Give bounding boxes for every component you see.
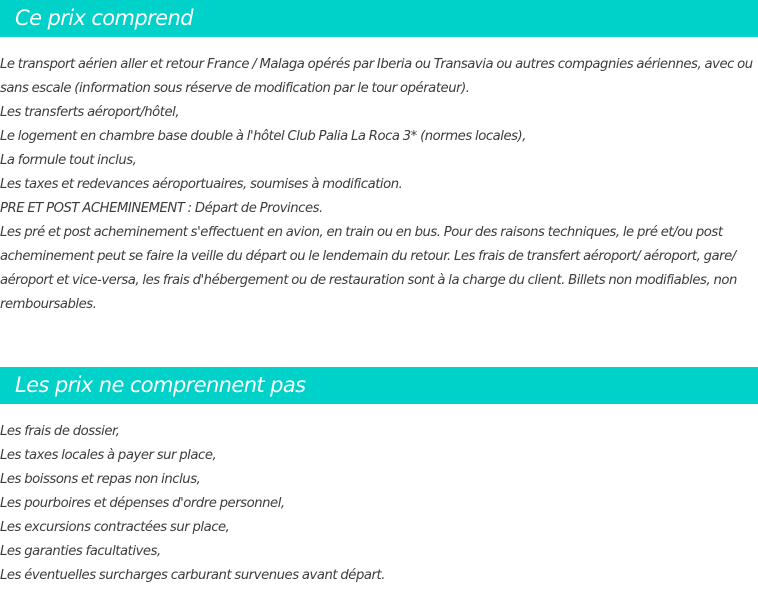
- included-section-header: [0, 0, 758, 37]
- excluded-item-booking-fees: Les frais de dossier,: [0, 424, 120, 439]
- included-item-pre-post-heading: PRE ET POST ACHEMINEMENT : Départ de Provinces.: [0, 201, 323, 216]
- excluded-section-header: [0, 367, 758, 404]
- included-item-accommodation: Le logement en chambre base double à l'hôtel Club Palia La Roca 3* (normes locales),: [0, 129, 526, 144]
- included-item-flights: Le transport aérien aller et retour France / Malaga opérés par Iberia ou Transavia ou autres compagnies aériennes, avec ou sans escale (information sous réserve de modification par le tour opérateur).: [0, 57, 753, 96]
- included-item-pre-post-details: Les pré et post acheminement s'effectuent en avion, en train ou en bus. Pour des raisons techniques, le pré et/ou post acheminement peut se faire la veille du départ ou le lendemain du retour. Les frais de transfert aéroport/ aéroport, gare/ aéroport et vice-versa, les frais d'hébergement ou de restauration sont à la charge du client. Billets non modifiables, non remboursables.: [0, 225, 737, 312]
- excluded-item-drinks-meals: Les boissons et repas non inclus,: [0, 472, 201, 487]
- excluded-item-insurance: Les garanties facultatives,: [0, 544, 161, 559]
- excluded-item-local-taxes: Les taxes locales à payer sur place,: [0, 448, 217, 463]
- included-section-title: Ce prix comprend: [15, 6, 193, 30]
- excluded-section-title: Les prix ne comprennent pas: [15, 373, 306, 397]
- included-list: [0, 53, 758, 317]
- excluded-item-excursions: Les excursions contractées sur place,: [0, 520, 230, 535]
- included-item-all-inclusive: La formule tout inclus,: [0, 153, 137, 168]
- included-item-airport-taxes: Les taxes et redevances aéroportuaires, soumises à modification.: [0, 177, 403, 192]
- excluded-item-fuel-surcharges: Les éventuelles surcharges carburant survenues avant départ.: [0, 568, 385, 583]
- included-item-transfers: Les transferts aéroport/hôtel,: [0, 105, 180, 120]
- excluded-item-tips-personal: Les pourboires et dépenses d'ordre personnel,: [0, 496, 285, 511]
- excluded-list: [0, 420, 758, 588]
